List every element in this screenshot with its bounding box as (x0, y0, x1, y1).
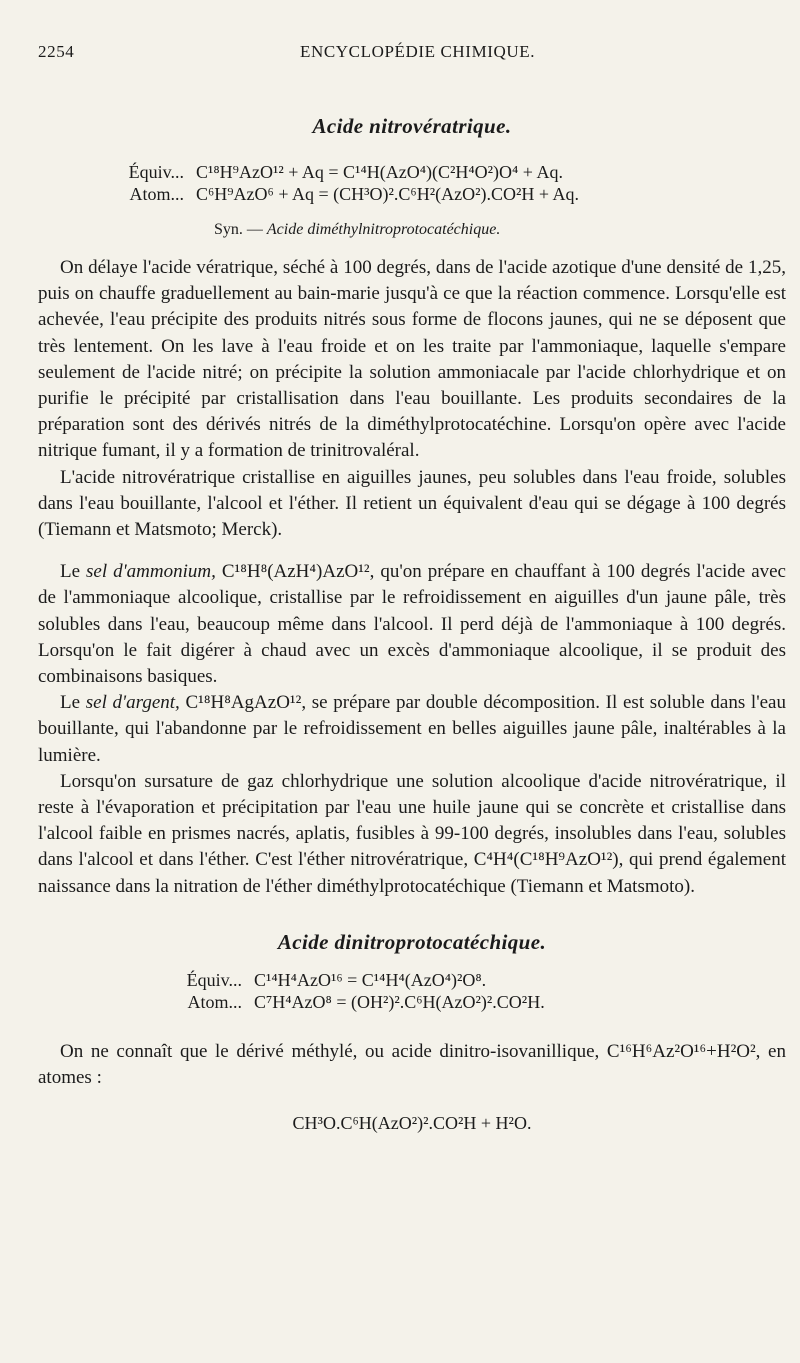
formula-block-1 (98, 161, 786, 205)
atom-formula: C⁶H⁹AzO⁶ + Aq = (CH³O)².C⁶H²(AzO²).CO²H + Aq. (196, 184, 580, 204)
atom-formula-2: C⁷H⁴AzO⁸ = (OH²)².C⁶H(AzO²)².CO²H. (254, 991, 545, 1012)
page (38, 40, 786, 1134)
paragraph-methyl-derivative: On ne connaît que le dérivé méthylé, ou acide dinitro-isovanillique, C¹⁶H⁶Az²O¹⁶+H²O², en atomes : (38, 1040, 786, 1089)
paragraph-ammonium-salt (38, 559, 786, 690)
atom-label-2: Atom... (187, 991, 242, 1012)
section-title-dinitroprotocatechique: Acide dinitroprotocatéchique. (277, 929, 547, 954)
ammonium-text: C¹⁸H⁸(AzH⁴)AzO¹², qu'on prépare en chauffant à 100 degrés l'acide avec de l'ammoniaque alcoolique, cristallise par le refroidissement en aiguilles d'un jaune pâle, très solubles dans l'eau, beaucoup même dans l'alcool. Il perd déjà de l'ammoniaque à 100 degrés. Lorsqu'on le fait digérer à chaud avec un excès d'ammoniaque alcoolique, il se produit des combinaisons basiques. (38, 561, 786, 688)
equiv-formula-2: C¹⁴H⁴AzO¹⁶ = C¹⁴H⁴(AzO⁴)²O⁸. (254, 969, 487, 990)
atom-row (98, 183, 786, 205)
running-title: ENCYCLOPÉDIE CHIMIQUE. (300, 42, 536, 61)
silver-term: sel d'argent, (85, 692, 180, 714)
paragraph-properties: L'acide nitrovératrique cristallise en aiguilles jaunes, peu solubles dans l'eau froide, solubles dans l'eau bouillante, l'alcool et l'éther. Il retient un équivalent d'eau qui se dégage à 100 degrés (Tiemann et Matsmoto; Merck). (38, 466, 786, 541)
ammonium-lead: Le (60, 561, 87, 583)
silver-text: C¹⁸H⁸AgAzO¹², se prépare par double décomposition. Il est soluble dans l'eau bouillante, qui l'abandonne par le refroidissement en belles aiguilles jaune pâle, inaltérables à la lumière. (38, 692, 786, 766)
paragraph-ether: Lorsqu'on sursature de gaz chlorhydrique une solution alcoolique d'acide nitrovératrique, il reste à l'évaporation et précipitation par l'eau une huile jaune qui se concrète et cristallise dans l'alcool faible en prismes nacrés, aplatis, fusibles à 99-100 degrés, insolubles dans l'eau, solubles dans l'alcool et dans l'éther. C'est l'éther nitrovératrique, C⁴H⁴(C¹⁸H⁹AzO¹²), qui prend également naissance dans la nitration de l'éther diméthylprotocatéchique (Tiemann et Matsmoto). (38, 770, 786, 897)
atom-row-2 (156, 991, 786, 1013)
synonym-line (214, 221, 786, 239)
paragraph-preparation: On délaye l'acide vératrique, séché à 100 degrés, dans de l'acide azotique d'une densité de 1,25, puis on chauffe graduellement au bain-marie jusqu'à ce que la réaction commence. Lorsqu'elle est achevée, l'eau précipite des produits nitrés sous forme de flocons jaunes, qui ne se déposent que très lentement. On les lave à l'eau froide et on les traite par l'ammoniaque, laquelle s'empare seulement de l'acide nitré; on précipite la solution ammoniacale par l'acide chlorhydrique et on purifie le précipité par cristallisation dans l'eau bouillante. Les produits secondaires de la préparation sont des dérivés nitrés de la diméthylprotocatéchine. Lorsqu'on opère avec l'acide nitrique fumant, il y a formation de trinitrovaléral. (38, 257, 786, 462)
equiv-label: Équiv... (128, 162, 184, 182)
synonym-text: Acide diméthylnitroprotocatéchique. (266, 221, 501, 238)
paragraph-silver-salt (38, 690, 786, 769)
atom-label: Atom... (129, 184, 184, 204)
final-formula: CH³O.C⁶H(AzO²)².CO²H + H²O. (292, 1113, 532, 1134)
equiv-formula: C¹⁸H⁹AzO¹² + Aq = C¹⁴H(AzO⁴)(C²H⁴O²)O⁴ + Aq. (196, 162, 563, 182)
silver-lead: Le (60, 692, 86, 714)
equiv-label-2: Équiv... (186, 969, 242, 990)
synonym-label: Syn. — (214, 221, 263, 238)
page-number: 2254 (38, 42, 75, 61)
section-title-nitroveratrique: Acide nitrovératrique. (312, 114, 512, 138)
running-header (38, 40, 786, 66)
formula-block-2 (156, 969, 786, 1013)
ammonium-term: sel d'ammonium, (86, 561, 216, 583)
equiv-row-2 (156, 969, 786, 991)
equiv-row (98, 161, 786, 183)
